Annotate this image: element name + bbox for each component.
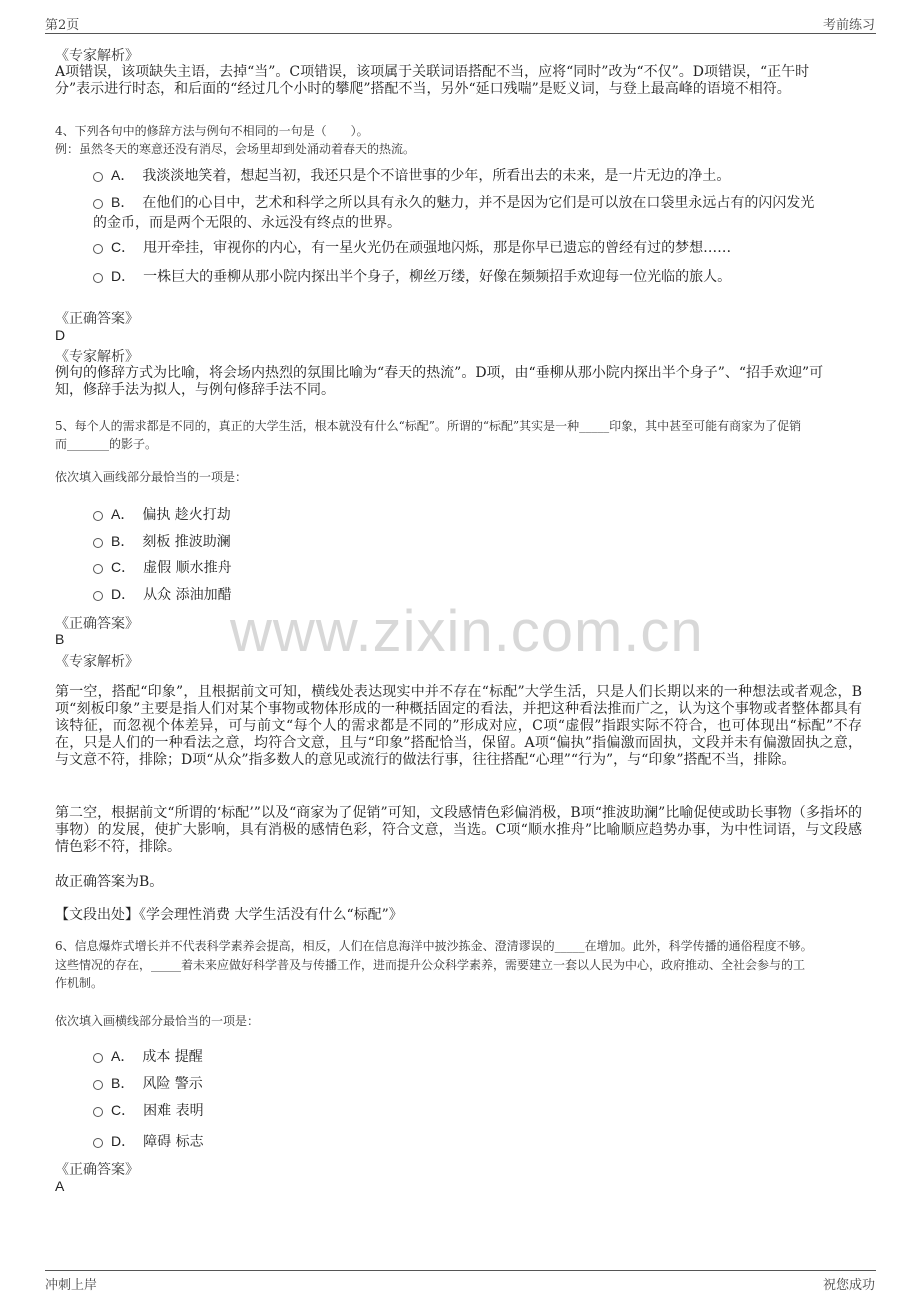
option-letter: D． (111, 1133, 136, 1149)
option-letter: D． (111, 268, 136, 284)
radio-icon[interactable] (93, 1053, 103, 1063)
option-text: 风险 警示 (142, 1076, 203, 1092)
q4-option-d[interactable] (93, 266, 731, 286)
page-number: 第2页 (45, 18, 80, 33)
option-text: 一株巨大的垂柳从那小院内探出半个身子，柳丝万缕，好像在频频招手欢迎每一位光临的旅人。 (143, 269, 732, 285)
radio-icon[interactable] (93, 1080, 103, 1090)
q6-instruction: 依次填入画横线部分最恰当的一项是： (55, 1014, 260, 1028)
q5-option-a[interactable] (93, 504, 231, 524)
q5-answer: B (55, 631, 65, 647)
radio-icon[interactable] (93, 1138, 103, 1148)
option-text: 我淡淡地笑着，想起当初，我还只是个不谙世事的少年，所看出去的未来，是一片无边的净土。 (142, 168, 731, 184)
q5-answer-label: 《正确答案》 (55, 616, 139, 632)
q5-analysis-label: 《专家解析》 (55, 654, 139, 670)
q6-stem-line1: 6、信息爆炸式增长并不代表科学素养会提高，相反，人们在信息海洋中披沙拣金、澄清谬误的_____在增加。此外，科学传播的通俗程度不够。 (55, 939, 813, 953)
q4-example: 例：虽然冬天的寒意还没有消尽，会场里却到处涌动着春天的热流。 (55, 142, 416, 156)
q4-stem: 4、下列各句中的修辞方法与例句不相同的一句是（ ）。 (55, 124, 369, 138)
q4-analysis-line1: 例句的修辞方式为比喻，将会场内热烈的氛围比喻为“春天的热流”。D项，由“垂柳从那小院内探出半个身子”、“招手欢迎”可 (55, 365, 824, 381)
option-letter: C． (111, 1102, 136, 1118)
q4-option-c[interactable] (93, 237, 731, 257)
footer-left: 冲刺上岸 (45, 1278, 98, 1293)
q4-answer-label: 《正确答案》 (55, 311, 139, 327)
q5-analysis-conclusion: 故正确答案为B。 (55, 874, 164, 890)
q6-stem-line3: 作机制。 (55, 976, 104, 990)
q5-stem-line1: 5、每个人的需求都是不同的，真正的大学生活，根本就没有什么“标配”。所谓的“标配”其实是一种_____印象，其中甚至可能有商家为了促销 (55, 419, 802, 433)
q6-option-c[interactable] (93, 1100, 204, 1120)
option-letter: B． (111, 533, 135, 549)
q6-stem-line2: 这些情况的存在，_____着未来应做好科学普及与传播工作，进而提升公众科学素养，需要建立一套以人民为中心，政府推动、全社会参与的工 (55, 958, 806, 972)
q4-analysis-line2: 知，修辞手法为拟人，与例句修辞手法不同。 (55, 382, 335, 398)
footer-right: 祝您成功 (822, 1278, 875, 1293)
q5-stem-line2: 而_______的影子。 (55, 437, 158, 451)
option-letter: D． (111, 586, 136, 602)
option-text: 从众 添油加醋 (143, 587, 232, 603)
q3-analysis-line2: 分”表示进行时态，和后面的“经过几个小时的攀爬”搭配不当，另外“延口残喘”是贬义词，与登上最高峰的语境不相符。 (55, 81, 791, 97)
option-letter: C． (111, 239, 136, 255)
option-text: 虚假 顺水推舟 (143, 560, 232, 576)
radio-icon[interactable] (93, 538, 103, 548)
q3-analysis-label: 《专家解析》 (55, 48, 139, 64)
q6-answer: A (55, 1178, 65, 1194)
header-rule (45, 33, 876, 34)
option-letter: A． (111, 167, 135, 183)
radio-icon[interactable] (93, 172, 103, 182)
option-text: 困难 表明 (143, 1103, 204, 1119)
q5-option-b[interactable] (93, 531, 231, 551)
q5-analysis-para1: 第一空，搭配“印象”，且根据前文可知，横线处表达现实中并不存在“标配”大学生活，只是人们长期以来的一种想法或者观念，B项“刻板印象”主要是指人们对某个事物或物体形成的一种概括固定的看法，并把这种看法推而广之，认为这个事物或者整体都具有该特征，而忽视个体差异，可与前文“每个人的需求都是不同的”形成对应，C项“虚假”指跟实际不符合，也可体现出“标配”不存在，只是人们的一种看法之意，均符合文意，且与“印象”搭配恰当，保留。A项“偏执”指偏激而固执，文段并未有偏激固执之意，与文意不符，排除；D项“从众”指多数人的意见或流行的做法行事，往往搭配“心理”“行为”，与“印象”搭配不当，排除。 (55, 684, 862, 768)
option-letter: A． (111, 506, 135, 522)
option-text: 在他们的心目中，艺术和科学之所以具有永久的魅力，并不是因为它们是可以放在口袋里永远占有的闪闪发光 (142, 195, 815, 211)
radio-icon[interactable] (93, 1107, 103, 1117)
radio-icon[interactable] (93, 591, 103, 601)
q4-analysis-label: 《专家解析》 (55, 349, 139, 365)
radio-icon[interactable] (93, 199, 103, 209)
q5-instruction: 依次填入画线部分最恰当的一项是： (55, 470, 248, 484)
q6-answer-label: 《正确答案》 (55, 1162, 139, 1178)
q5-option-d[interactable] (93, 584, 232, 604)
q4-option-b[interactable] (93, 192, 814, 212)
option-text: 障碍 标志 (143, 1134, 204, 1150)
q4-answer: D (55, 327, 66, 343)
footer-rule (45, 1270, 876, 1271)
radio-icon[interactable] (93, 564, 103, 574)
q4-option-a[interactable] (93, 165, 730, 185)
radio-icon[interactable] (93, 511, 103, 521)
q4-option-b-line2: 的金币，而是两个无限的、永远没有终点的世界。 (93, 215, 401, 231)
radio-icon[interactable] (93, 273, 103, 283)
option-text: 成本 提醒 (142, 1049, 203, 1065)
option-text: 刻板 推波助澜 (142, 534, 231, 550)
option-text: 甩开牵挂，审视你的内心，有一星火光仍在顽强地闪烁，那是你早已遗忘的曾经有过的梦想…… (143, 240, 732, 256)
radio-icon[interactable] (93, 244, 103, 254)
q5-option-c[interactable] (93, 557, 232, 577)
q6-option-d[interactable] (93, 1131, 204, 1151)
watermark: www.zixin.com.cn (230, 599, 704, 664)
option-letter: C． (111, 559, 136, 575)
option-letter: A． (111, 1048, 135, 1064)
option-text: 偏执 趁火打劫 (142, 507, 231, 523)
q3-analysis-line1: A项错误，该项缺失主语，去掉“当”。C项错误，该项属于关联词语搭配不当，应将“同时”改为“不仅”。D项错误，“正午时 (55, 64, 810, 80)
q6-option-b[interactable] (93, 1073, 203, 1093)
option-letter: B． (111, 1075, 135, 1091)
header-title: 考前练习 (822, 18, 875, 33)
q5-analysis-para2: 第二空，根据前文“所谓的‘标配’”以及“商家为了促销”可知，文段感情色彩偏消极，B项“推波助澜”比喻促使或助长事物（多指坏的事物）的发展，使扩大影响，具有消极的感情色彩，符合文意，当选。C项“顺水推舟”比喻顺应趋势办事，为中性词语，与文段感情色彩不符，排除。 (55, 805, 862, 855)
q5-source: 【文段出处】《学会理性消费 大学生活没有什么“标配”》 (55, 907, 403, 923)
q6-option-a[interactable] (93, 1046, 203, 1066)
option-letter: B． (111, 194, 135, 210)
